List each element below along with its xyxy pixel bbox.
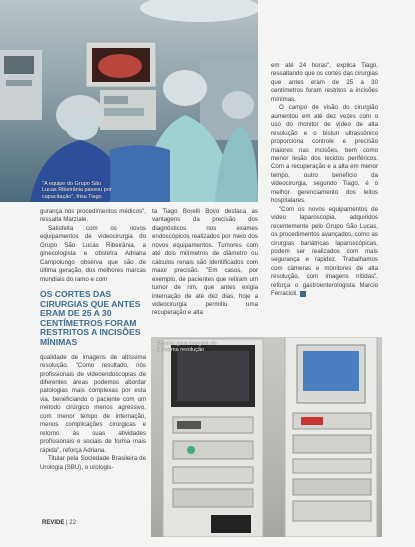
- column1-paragraph-2: Satisfeita com os novos equipamentos de videocirurgia do Grupo São Lucas Ribeirânia, a ginecologista e obstetra Adriana Campolungo observa que são de última geração, dos melhores marcas mundiais do ramo e com: [40, 224, 146, 283]
- text-column-3: [271, 62, 378, 299]
- end-mark-icon: P: [300, 291, 306, 297]
- text-column-2: [152, 208, 258, 318]
- magazine-name: REVIDE: [42, 520, 65, 526]
- video-tower-illustration: [151, 337, 382, 537]
- top-photo-caption: "A equipe do Grupo São Lucas Ribeirânia passou por capacitação", frisa Tiago: [42, 181, 112, 200]
- surgery-team-photo: [0, 0, 258, 202]
- bottom-photo-caption: Monitor gera imagem de altíssima resolução: [157, 341, 217, 354]
- column1-paragraph-1: gurança nos procedimentos médicos", ressalta Marziale.: [40, 208, 146, 224]
- column3-paragraph-1: em até 24 horas", explica Tiago, ressaltando que os cortes das cirurgias que antes eram de 25 a 30 centímetros foram restritos a incisões mínimas.: [271, 62, 378, 103]
- column3-paragraph-2: O campo de visão do cirurgião aumentou em até dez vezes com o uso do monitor de vídeo de alta resolução e o bisturi ultrassônico proporciona controle e precisão maiores nas incisões, bem como menor lesão dos tecidos periféricos. Com a recuperação e a alta em menor tempo, outro benefício da videocirurgia, segundo Tiago, é o melhor gerenciamento dos leitos hospitalares.: [271, 104, 378, 205]
- column2-paragraph-1: ta Tiago Borelli Bovo destaca as vantagens da precisão dos diagnósticos nos exames endoscópicos realizados por meio dos novos equipamentos. Tumores com até dois milímetros de diâmetro ou cálculos renais são identificados com maior precisão. "Em casos, por exemplo, de pacientes que retiram um tumor de rim, que antes exigia internação de até dez dias, hoje a videocirurgia permitiu uma recuperação e alta: [152, 208, 258, 317]
- page-number: 22: [69, 520, 76, 526]
- text-column-1: [40, 208, 146, 472]
- column1-paragraph-3: qualidade de imagens de altíssima resolução. "Como resultado, nós profissionais de videoendoscopias de diferentes áreas podemos abordar patologias mais complexas por esta via, beneficiando o paciente com um método cirúrgico menos agressivo, com menor tempo de internação, menos complicações cirúrgicas e retorno às suas atividades profissionais e sociais de forma mais rápida", reforça Adriana.: [40, 353, 146, 454]
- page-footer: [42, 520, 76, 526]
- column3-paragraph-3-text: "Com os novos equipamentos de vídeo laparoscopia, adquiridos recentemente pelo Grupo São Lucas, os procedimentos avançados, como as cirurgias bariátricas laparoscópicas, podem ser realizados com mais segurança e rapidez. Trabalhamos com câmeras e monitores de alta resolução, com imagens nítidas", reforça o gastroenterologista Marcio Ferracioli.: [271, 205, 378, 298]
- footer-separator: |: [66, 520, 68, 526]
- column1-paragraph-4: Titular pela Sociedade Brasileira de Urologia (SBU), o urologis-: [40, 455, 146, 471]
- pull-quote-headline: OS CORTES DAS CIRURGIAS QUE ANTES ERAM DE 25 A 30 CENTÍMETROS FORAM RESTRITOS A INCISÕES MÍNIMAS: [40, 289, 141, 348]
- equipment-photo: [151, 337, 382, 537]
- surgery-team-illustration: [0, 0, 258, 202]
- column3-paragraph-3: [271, 206, 378, 299]
